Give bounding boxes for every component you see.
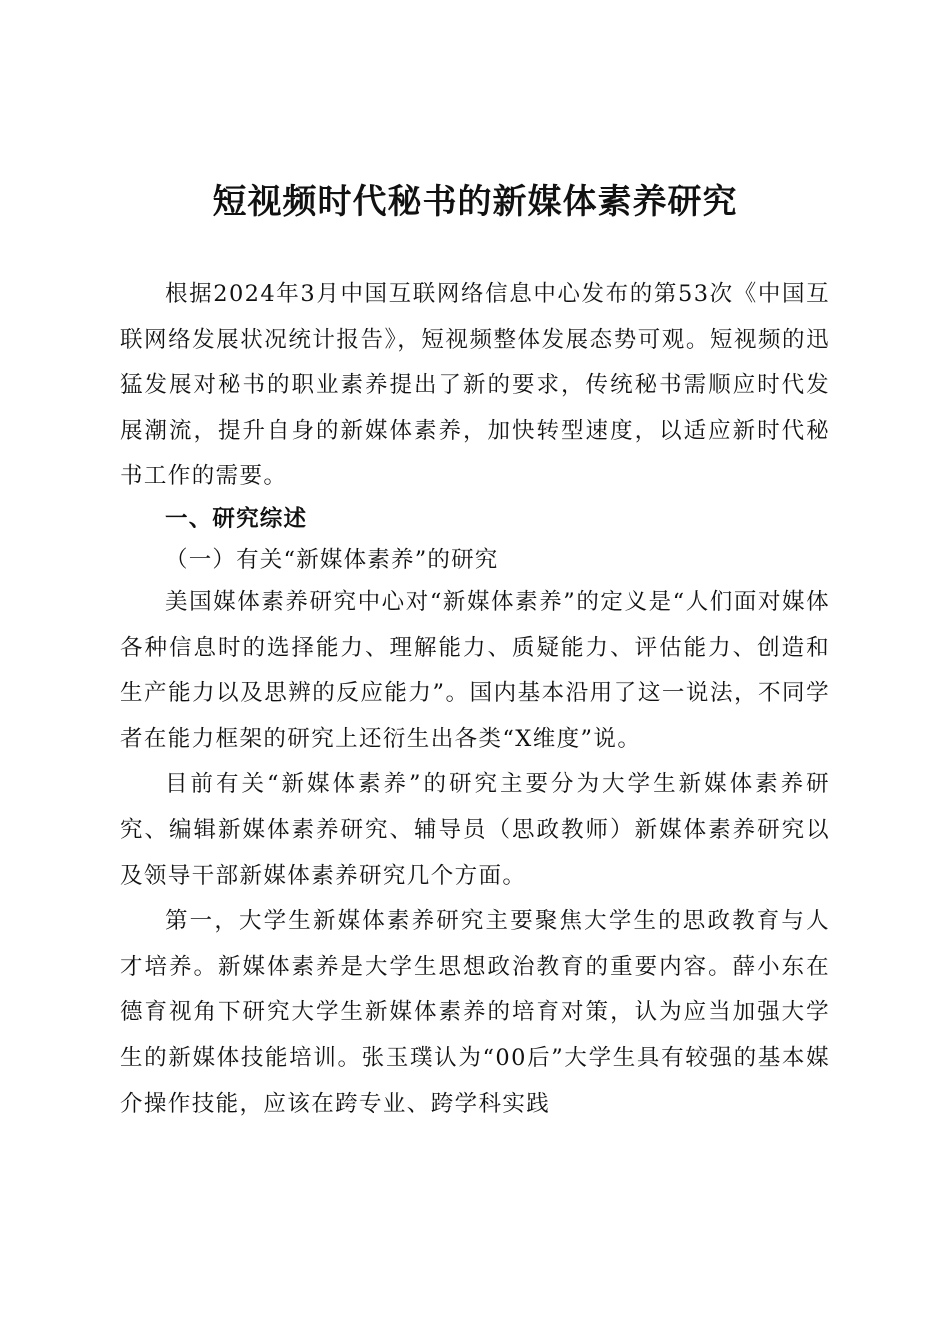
subsection-heading: （一）有关“新媒体素养”的研究: [165, 546, 499, 573]
body-paragraph: 目前有关“新媒体素养”的研究主要分为大学生新媒体素养研究、编辑新媒体素养研究、辅导员（思政教师）新媒体素养研究以及领导干部新媒体素养研究几个方面。: [120, 771, 830, 889]
document-title: 短视频时代秘书的新媒体素养研究: [212, 182, 738, 222]
document-body: [120, 272, 830, 1127]
body-paragraph: 第一，大学生新媒体素养研究主要聚焦大学生的思政教育与人才培养。新媒体素养是大学生思想政治教育的重要内容。薛小东在德育视角下研究大学生新媒体素养的培育对策，认为应当加强大学生的新媒体技能培训。张玉璞认为“00后”大学生具有较强的基本媒介操作技能，应该在跨专业、跨学科实践: [120, 908, 830, 1117]
body-paragraph: 美国媒体素养研究中心对“新媒体素养”的定义是“人们面对媒体各种信息时的选择能力、理解能力、质疑能力、评估能力、创造和生产能力以及思辨的反应能力”。国内基本沿用了这一说法，不同学者在能力框架的研究上还衍生出各类“X维度”说。: [120, 588, 830, 752]
section-heading: 一、研究综述: [165, 505, 308, 532]
intro-paragraph: 根据2024年3月中国互联网络信息中心发布的第53次《中国互联网络发展状况统计报告》，短视频整体发展态势可观。短视频的迅猛发展对秘书的职业素养提出了新的要求，传统秘书需顺应时代发展潮流，提升自身的新媒体素养，加快转型速度，以适应新时代秘书工作的需要。: [120, 281, 830, 490]
